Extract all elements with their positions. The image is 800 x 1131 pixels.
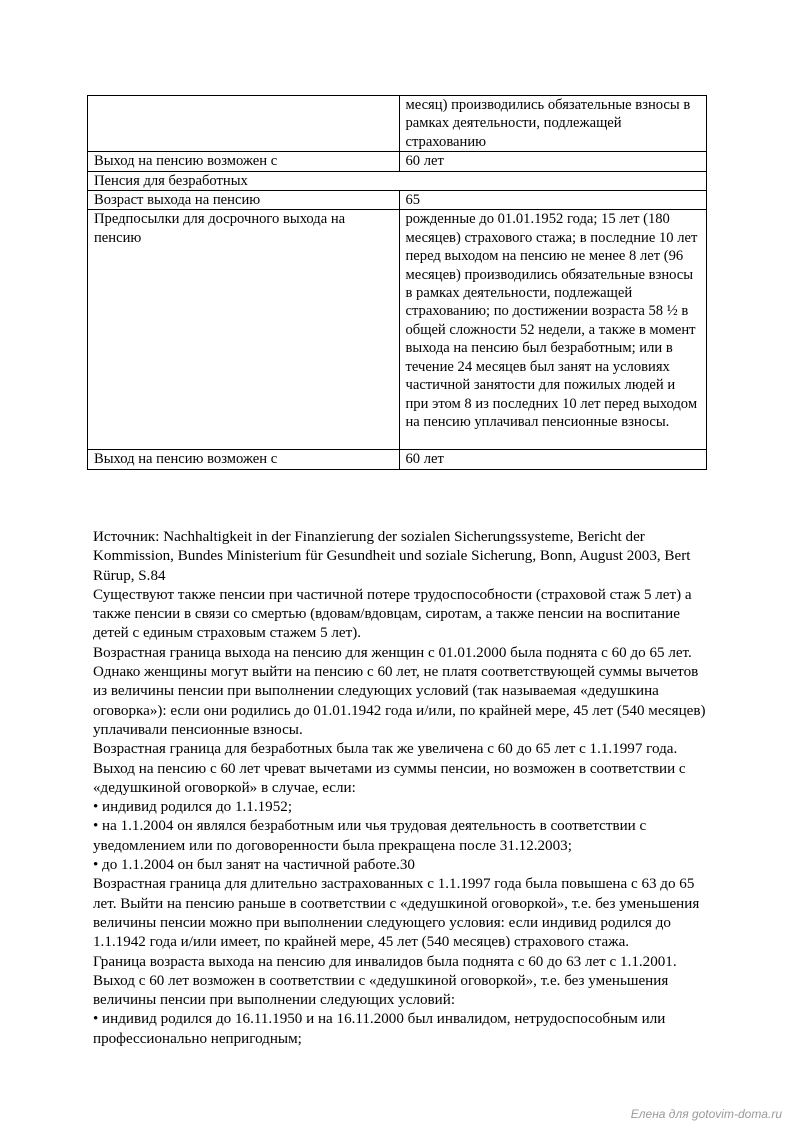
bullet-item: • до 1.1.2004 он был занят на частичной работе.30 — [93, 857, 415, 874]
paragraph: Возрастная граница для безработных была так же увеличена с 60 до 65 лет с 1.1.1997 года. Выход на пенсию с 60 лет чреват вычетами из суммы пенсии, но возможен в соответствии с «дедушкиной оговоркой» в случае, если: — [93, 741, 686, 796]
table-cell-value: рожденные до 01.01.1952 года; 15 лет (180 месяцев) страхового стажа; в последние 10 лет перед выходом на пенсию не менее 8 лет (96 месяцев) производились обязательные взносы в рамках деятельности, подлежащей страхованию; по достижении возраста 58 ½ в общей сложности 52 недели, а также в момент выхода на пенсию был безработным; или в течение 24 месяцев был занят на условиях частичной занятости для пожилых людей и при этом 8 из последних 10 лет перед выходом на пенсию уплачивал пенсионные взносы. — [399, 210, 707, 450]
table-row — [88, 152, 707, 171]
table-row — [88, 191, 707, 210]
table-row — [88, 450, 707, 469]
pension-table — [87, 95, 707, 470]
table-cell-value: месяц) производились обязательные взносы в рамках деятельности, подлежащей страхованию — [399, 96, 707, 152]
paragraph: Граница возраста выхода на пенсию для инвалидов была поднята с 60 до 63 лет с 1.1.2001. Выход с 60 лет возможен в соответствии с «дедушкиной оговоркой», т.е. без уменьшения величины пенсии при выполнении следующих условий: — [93, 953, 677, 1009]
table-row — [88, 96, 707, 152]
paragraph: Существуют также пенсии при частичной потере трудоспособности (страховой стаж 5 лет) а также пенсии в связи со смертью (вдовам/вдовцам, сиротам, а также пенсии на воспитание детей с единым страховым стажем 5 лет). — [93, 586, 692, 642]
paragraph: Возрастная граница для длительно застрахованных с 1.1.1997 года была повышена с 63 до 65 лет. Выйти на пенсию раньше в соответствии с «дедушкиной оговоркой», т.е. без уменьшения величины пенсии можно при выполнении следующего условия: если индивид родился до 1.1.1942 года и/или имеет, по крайней мере, 45 лет (540 месяцев) страхового стажа. — [93, 876, 700, 951]
table-cell-label: Предпосылки для досрочного выхода на пенсию — [88, 210, 400, 450]
body-text — [93, 528, 713, 1049]
bullet-item: • на 1.1.2004 он являлся безработным или чья трудовая деятельность в соответствии с уведомлением или по договоренности была прекращена после 31.12.2003; — [93, 818, 647, 854]
bullet-item: • индивид родился до 16.11.1950 и на 16.11.2000 был инвалидом, нетрудоспособным или профессионально непригодным; — [93, 1011, 666, 1047]
paragraph: Возрастная граница выхода на пенсию для женщин с 01.01.2000 была поднята с 60 до 65 лет. Однако женщины могут выйти на пенсию с 60 лет, не платя соответствующей суммы вычетов из величины пенсии при выполнении следующих условий (так называемая «дедушкина оговорка»): если они родились до 01.01.1942 года и/или, по крайней мере, 45 лет (540 месяцев) уплачивали пенсионные взносы. — [93, 644, 706, 738]
table-section-header: Пенсия для безработных — [88, 171, 707, 190]
source-citation: Источник: Nachhaltigkeit in der Finanzierung der sozialen Sicherungssysteme, Bericht der Kommission, Bundes Ministerium für Gesundheit und soziale Sicherung, Bonn, August 2003, Bert Rürup, S.84 — [93, 529, 691, 584]
table-cell-label: Выход на пенсию возможен с — [88, 450, 400, 469]
bullet-item: • индивид родился до 1.1.1952; — [93, 799, 293, 816]
table-cell-label: Выход на пенсию возможен с — [88, 152, 400, 171]
table-row — [88, 210, 707, 450]
footer-watermark: Елена для gotovim-doma.ru — [630, 1107, 782, 1121]
table-cell-label: Возраст выхода на пенсию — [88, 191, 400, 210]
table-cell-value: 60 лет — [399, 152, 707, 171]
table-section-header-row — [88, 171, 707, 190]
table-cell-value: 60 лет — [399, 450, 707, 469]
table-cell-label — [88, 96, 400, 152]
table-cell-value: 65 — [399, 191, 707, 210]
